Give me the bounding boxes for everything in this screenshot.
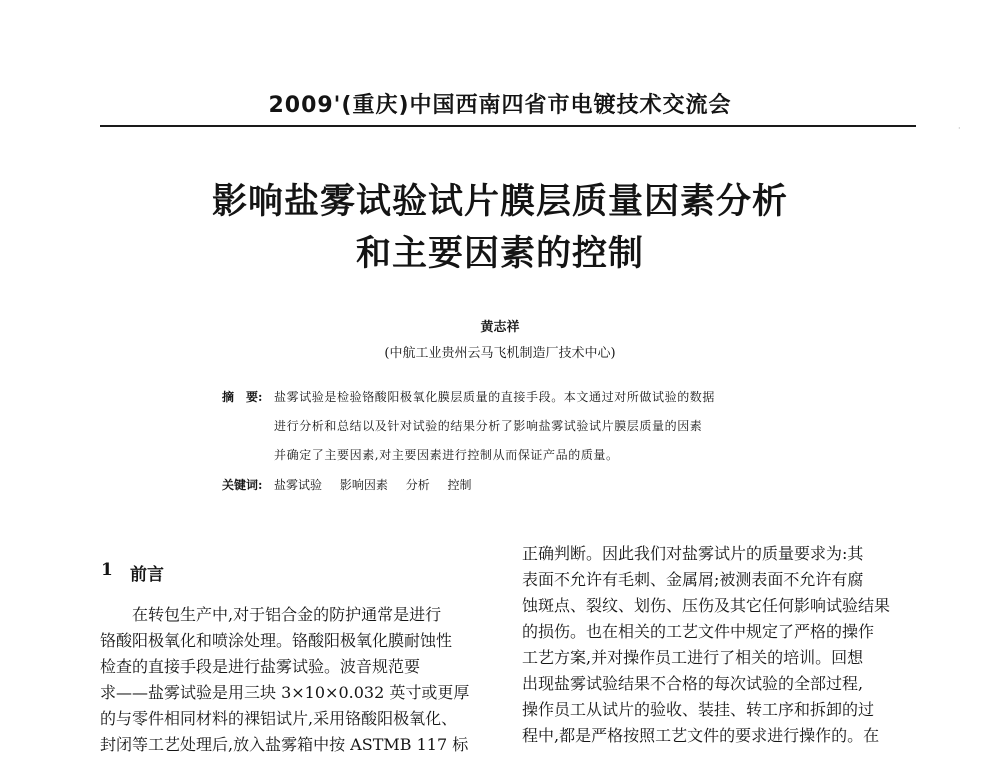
body-line: 表面不允许有毛刺、金属屑;被测表面不允许有腐 [522, 570, 864, 589]
body-line: 出现盐雾试验结果不合格的每次试验的全部过程, [522, 674, 864, 693]
abstract-line: 并确定了主要因素,对主要因素进行控制从而保证产品的质量。 [274, 448, 619, 462]
author-affiliation: (中航工业贵州云马飞机制造厂技术中心) [384, 346, 616, 361]
keyword: 分析 [405, 478, 430, 492]
keyword: 影响因素 [339, 478, 388, 492]
paper-title-line-1: 影响盐雾试验试片膜层质量因素分析 [211, 181, 788, 222]
body-line: 的与零件相同材料的裸铝试片,采用铬酸阳极氧化、 [100, 709, 458, 728]
body-line: 封闭等工艺处理后,放入盐雾箱中按 ASTMB 117 标 [100, 735, 469, 754]
header-rule [100, 125, 916, 127]
body-line: 在转包生产中,对于铝合金的防护通常是进行 [132, 605, 442, 624]
section-number: 1 [101, 560, 113, 580]
body-line: 操作员工从试片的验收、装挂、转工序和拆卸的过 [522, 700, 875, 719]
body-line: 的损伤。也在相关的工艺文件中规定了严格的操作 [522, 622, 875, 641]
body-line: 铬酸阳极氧化和喷涂处理。铬酸阳极氧化膜耐蚀性 [100, 631, 453, 650]
body-column-left [100, 602, 469, 758]
body-column-right [522, 541, 890, 749]
author-name: 黄志祥 [480, 320, 520, 335]
keyword: 控制 [447, 478, 472, 492]
keywords-list [274, 476, 486, 493]
body-line: 正确判断。因此我们对盐雾试片的质量要求为:其 [522, 544, 864, 563]
abstract-label: 摘 要: [222, 390, 263, 404]
body-line: 蚀斑点、裂纹、划伤、压伤及其它任何影响试验结果 [522, 596, 891, 615]
scan-speck: · [958, 124, 961, 133]
body-line: 程中,都是严格按照工艺文件的要求进行操作的。在 [522, 726, 880, 745]
body-line: 检查的直接手段是进行盐雾试验。波音规范要 [100, 657, 421, 676]
body-line: 工艺方案,并对操作员工进行了相关的培训。回想 [522, 648, 864, 667]
body-line: 求——盐雾试验是用三块 3×10×0.032 英寸或更厚 [100, 683, 470, 702]
keywords-label: 关键词: [222, 478, 263, 492]
keyword: 盐雾试验 [274, 478, 323, 492]
abstract-line: 盐雾试验是检验铬酸阳极氧化膜层质量的直接手段。本文通过对所做试验的数据 [274, 390, 716, 404]
conference-header: 2009'(重庆)中国西南四省市电镀技术交流会 [268, 93, 732, 118]
abstract-line: 进行分析和总结以及针对试验的结果分析了影响盐雾试验试片膜层质量的因素 [274, 419, 703, 433]
section-title: 前言 [130, 565, 164, 585]
paper-title-line-2: 和主要因素的控制 [355, 233, 644, 274]
